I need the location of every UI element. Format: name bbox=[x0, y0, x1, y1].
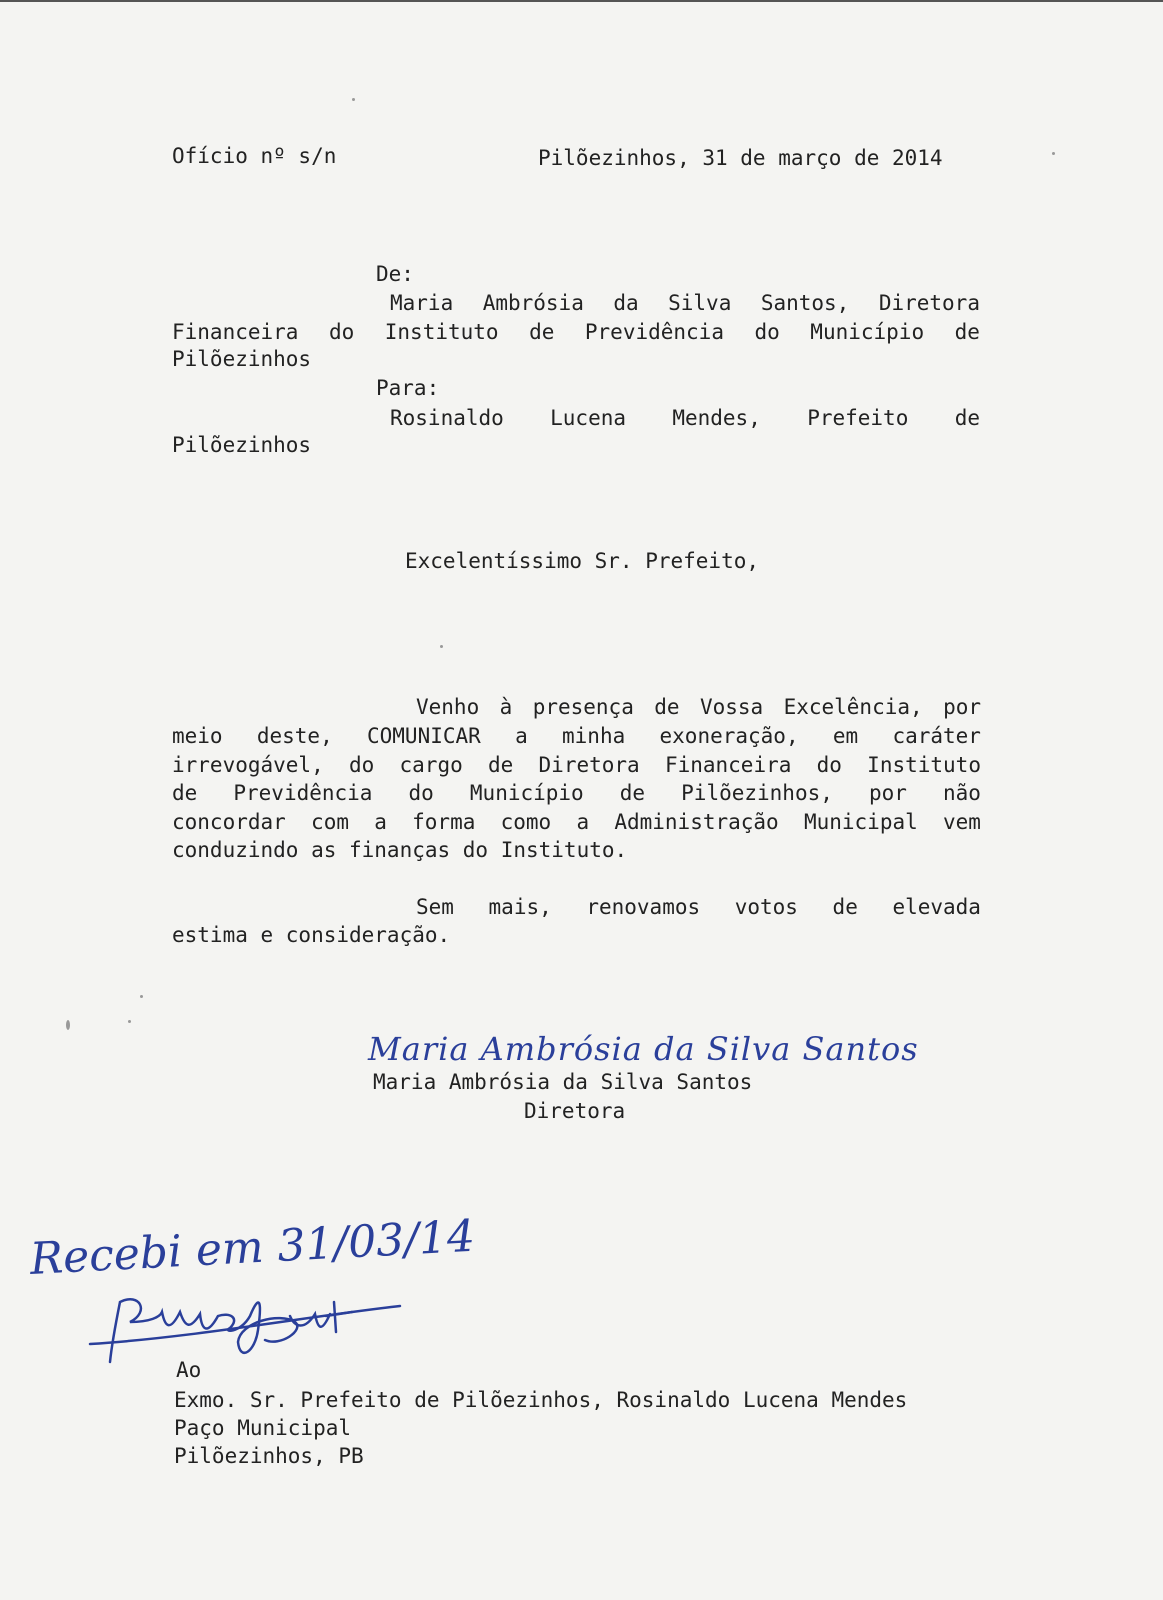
word: Município bbox=[469, 781, 584, 805]
word: votos bbox=[734, 895, 798, 919]
word: caráter bbox=[892, 724, 981, 748]
word: Vossa bbox=[699, 695, 764, 719]
scan-speck bbox=[128, 1020, 131, 1023]
word: Município bbox=[810, 320, 925, 344]
word: Sem bbox=[416, 895, 454, 919]
address-line-3: Pilõezinhos, PB bbox=[174, 1444, 364, 1468]
word: Maria bbox=[390, 291, 454, 315]
word: a bbox=[374, 810, 387, 834]
word: Rosinaldo bbox=[390, 406, 504, 430]
word: não bbox=[942, 781, 981, 805]
address-ao: Ao bbox=[176, 1358, 202, 1382]
word: presença bbox=[532, 695, 634, 719]
word: mais, bbox=[488, 895, 552, 919]
word: de bbox=[654, 695, 680, 719]
scan-speck bbox=[66, 1020, 70, 1030]
word: Excelência, bbox=[783, 695, 923, 719]
word: de bbox=[832, 895, 858, 919]
word: renovamos bbox=[586, 895, 701, 919]
place-date: Pilõezinhos, 31 de março de 2014 bbox=[538, 146, 943, 170]
scan-speck bbox=[352, 98, 355, 101]
word: em bbox=[832, 724, 859, 748]
word: Silva bbox=[668, 291, 732, 315]
handwritten-signature: Maria Ambrósia da Silva Santos bbox=[368, 1030, 919, 1068]
scan-speck bbox=[1052, 152, 1055, 155]
to-line-1 bbox=[390, 408, 980, 429]
body-p1-line-5 bbox=[172, 812, 981, 833]
from-line-2 bbox=[172, 322, 980, 343]
word: Prefeito bbox=[807, 406, 909, 430]
word: vem bbox=[943, 810, 981, 834]
word: forma bbox=[412, 810, 476, 834]
signature-name: Maria Ambrósia da Silva Santos bbox=[373, 1070, 753, 1094]
word: deste, bbox=[256, 724, 333, 748]
word: minha bbox=[562, 724, 626, 748]
word: COMUNICAR bbox=[367, 724, 481, 748]
oficio-number: Ofício nº s/n bbox=[172, 144, 337, 168]
from-line-3: Pilõezinhos bbox=[172, 347, 312, 371]
word: Venho bbox=[416, 695, 480, 719]
word: Previdência bbox=[233, 781, 373, 805]
word: de bbox=[529, 320, 555, 344]
body-p1-line-2 bbox=[172, 726, 981, 747]
address-line-1: Exmo. Sr. Prefeito de Pilõezinhos, Rosinaldo Lucena Mendes bbox=[174, 1388, 908, 1412]
body-p2-line-1 bbox=[416, 897, 981, 918]
scan-speck bbox=[140, 995, 143, 998]
word: Pilõezinhos, bbox=[681, 781, 833, 805]
word: do bbox=[348, 753, 375, 777]
word: de bbox=[487, 753, 514, 777]
word: Instituto bbox=[867, 753, 981, 777]
from-label: De: bbox=[376, 262, 414, 286]
word: do bbox=[754, 320, 780, 344]
word: de bbox=[172, 781, 198, 805]
word: concordar bbox=[172, 810, 286, 834]
word: Administração bbox=[614, 810, 779, 834]
word: Municipal bbox=[803, 810, 918, 834]
word: de bbox=[619, 781, 646, 805]
word: Financeira bbox=[172, 320, 299, 344]
address-line-2: Paço Municipal bbox=[174, 1416, 352, 1440]
receipt-note: Recebi em 31/03/14 bbox=[28, 1210, 477, 1285]
word: da bbox=[613, 291, 639, 315]
word: Previdência bbox=[584, 320, 724, 344]
word: Ambrósia bbox=[482, 291, 584, 315]
body-p1-line-3 bbox=[172, 755, 981, 776]
body-p1-line-4 bbox=[172, 783, 981, 804]
word: de bbox=[954, 320, 980, 344]
body-p1-line-6: conduzindo as finanças do Instituto. bbox=[172, 838, 628, 862]
scan-speck bbox=[440, 645, 443, 648]
word: com bbox=[311, 810, 349, 834]
word: do bbox=[816, 753, 842, 777]
word: por bbox=[943, 695, 981, 719]
word: cargo bbox=[399, 753, 463, 777]
word: de bbox=[954, 406, 980, 430]
body-p2-line-2: estima e consideração. bbox=[172, 923, 451, 947]
word: como bbox=[500, 810, 552, 834]
word: do bbox=[408, 781, 434, 805]
word: elevada bbox=[892, 895, 981, 919]
body-p1-line-1 bbox=[416, 697, 981, 718]
word: Diretora bbox=[538, 753, 640, 777]
receiver-signature-scribble bbox=[90, 1272, 430, 1392]
word: irrevogável, bbox=[172, 753, 324, 777]
word: Diretora bbox=[878, 291, 980, 315]
word: Instituto bbox=[384, 320, 499, 344]
word: a bbox=[515, 724, 528, 748]
word: Financeira bbox=[664, 753, 792, 777]
signature-title: Diretora bbox=[524, 1099, 626, 1123]
word: a bbox=[576, 810, 590, 834]
salutation: Excelentíssimo Sr. Prefeito, bbox=[405, 549, 760, 573]
word: do bbox=[328, 320, 355, 344]
word: Mendes, bbox=[672, 406, 761, 430]
word: por bbox=[868, 781, 907, 805]
word: meio bbox=[172, 724, 223, 748]
word: à bbox=[499, 695, 513, 719]
from-line-1 bbox=[390, 293, 980, 314]
word: Lucena bbox=[550, 406, 626, 430]
word: exoneração, bbox=[659, 724, 799, 748]
to-label: Para: bbox=[376, 376, 440, 400]
to-line-2: Pilõezinhos bbox=[172, 433, 312, 457]
word: Santos, bbox=[760, 291, 850, 315]
